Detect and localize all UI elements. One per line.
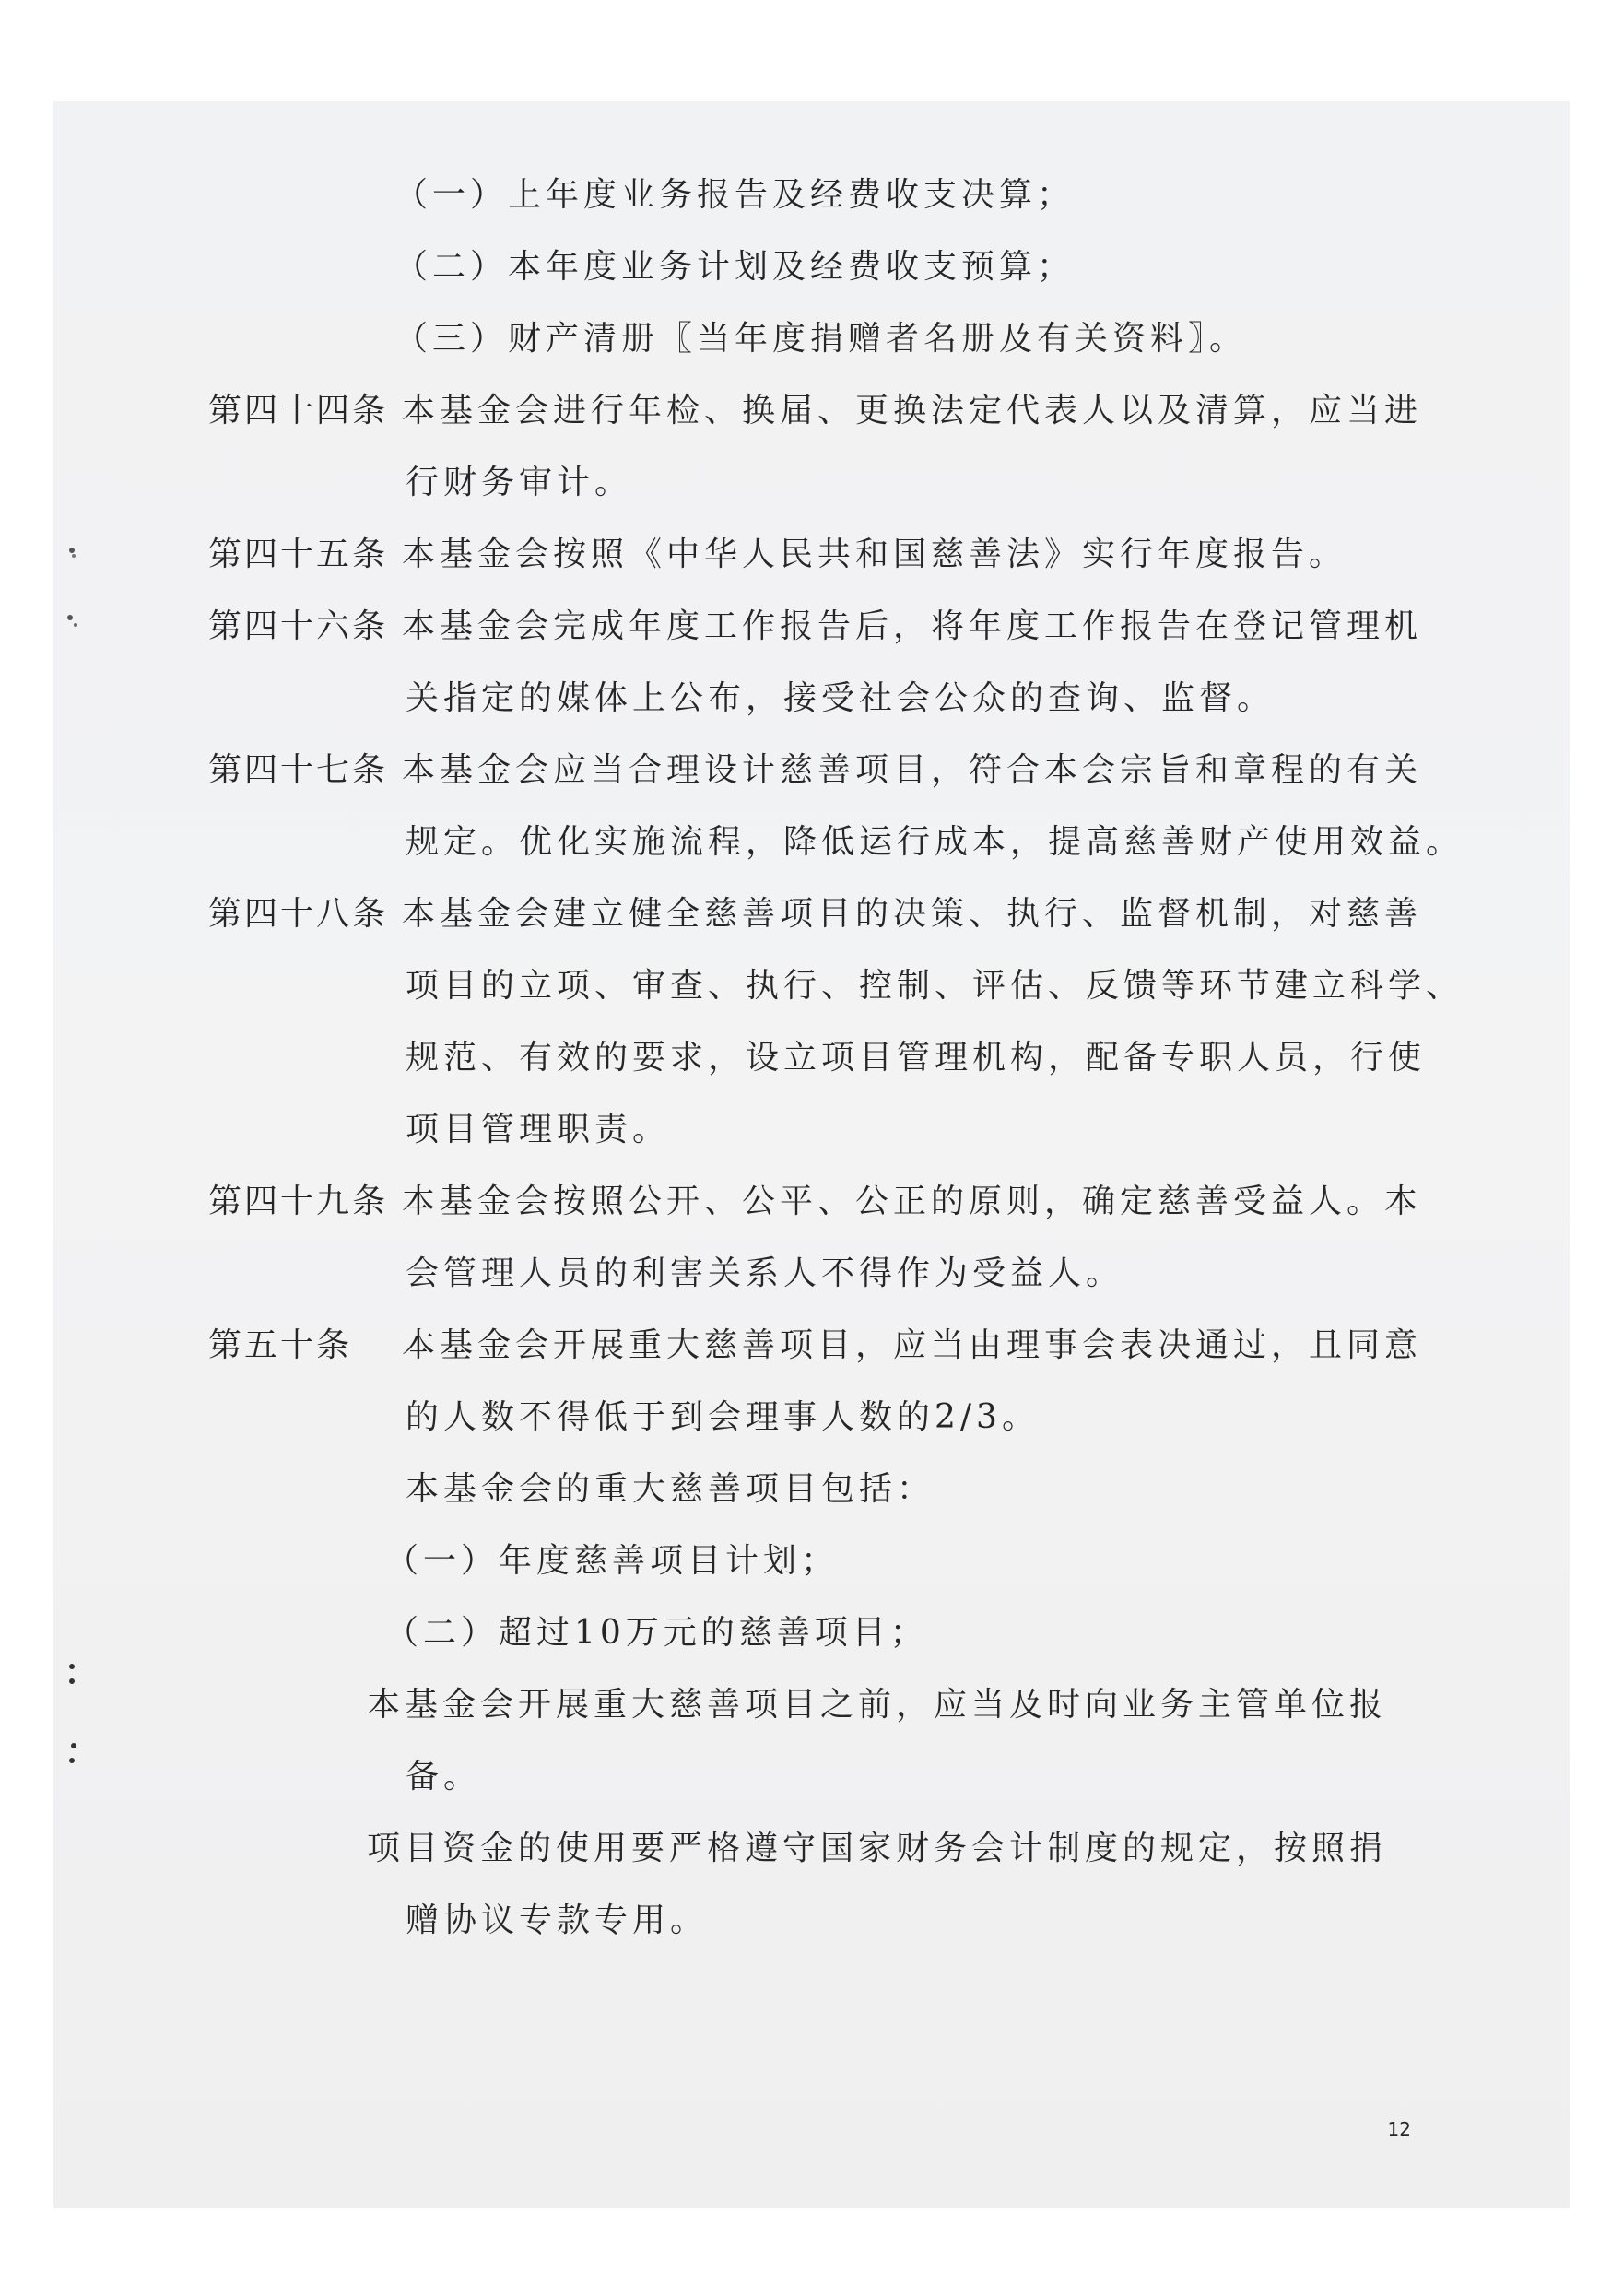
article-48-cont-1 (406, 966, 1464, 1007)
article-48-text: 本基金会建立健全慈善项目的决策、执行、监督机制，对慈善 (402, 895, 1423, 933)
article-49 (208, 1182, 1422, 1222)
article-47-cont-text: 规定。优化实施流程，降低运行成本，提高慈善财产使用效益。 (406, 823, 1464, 861)
article-46-cont (406, 678, 1275, 719)
major-projects-intro-text: 本基金会的重大慈善项目包括： (406, 1470, 935, 1508)
funds-usage (367, 1829, 1387, 1869)
article-44-cont-text: 行财务审计。 (406, 464, 633, 501)
article-46-label: 第四十六条 (208, 607, 389, 645)
line-2 (394, 247, 1075, 288)
article-44-cont (406, 463, 632, 503)
article-47 (208, 750, 1422, 791)
report-requirement-cont (406, 1757, 481, 1797)
page-number: 12 (1387, 2118, 1411, 2140)
major-projects-intro (406, 1469, 935, 1510)
major-projects-item-2-text: （二）超过10万元的慈善项目； (385, 1614, 928, 1652)
funds-usage-cont (406, 1901, 708, 1941)
article-50-text: 本基金会开展重大慈善项目，应当由理事会表决通过，且同意 (402, 1326, 1423, 1364)
article-46-cont-text: 关指定的媒体上公布，接受社会公众的查询、监督。 (406, 679, 1276, 717)
line-3 (394, 319, 1247, 359)
document-body (53, 101, 1570, 2208)
article-50-label: 第五十条 (208, 1326, 353, 1364)
article-44 (208, 391, 1422, 431)
line-3-text: （三）财产清册〖当年度捐赠者名册及有关资料〗。 (394, 320, 1248, 358)
article-50-cont-text: 的人数不得低于到会理事人数的2/3。 (406, 1398, 1040, 1436)
article-45 (208, 535, 1347, 575)
article-47-cont (406, 822, 1464, 863)
article-45-label: 第四十五条 (208, 536, 389, 573)
article-48-cont-1-text: 项目的立项、审查、执行、控制、评估、反馈等环节建立科学、 (406, 967, 1464, 1005)
line-2-text: （二）本年度业务计划及经费收支预算； (394, 248, 1076, 286)
funds-usage-cont-text: 赠协议专款专用。 (406, 1902, 709, 1939)
article-48-cont-2 (406, 1038, 1426, 1078)
report-requirement-cont-text: 备。 (406, 1758, 482, 1796)
major-projects-item-2 (385, 1613, 928, 1654)
article-48-label: 第四十八条 (208, 895, 389, 933)
funds-usage-text: 项目资金的使用要严格遵守国家财务会计制度的规定，按照捐 (367, 1830, 1388, 1867)
article-46-text: 本基金会完成年度工作报告后，将年度工作报告在登记管理机 (402, 607, 1423, 645)
article-49-text: 本基金会按照公开、公平、公正的原则，确定慈善受益人。本 (402, 1183, 1423, 1220)
article-49-label: 第四十九条 (208, 1183, 389, 1220)
article-49-cont (406, 1254, 1123, 1294)
line-1-text: （一）上年度业务报告及经费收支决算； (394, 176, 1076, 214)
article-48 (208, 894, 1422, 935)
article-45-text: 本基金会按照《中华人民共和国慈善法》实行年度报告。 (402, 536, 1347, 573)
article-48-cont-3-text: 项目管理职责。 (406, 1111, 671, 1148)
article-50 (208, 1325, 1422, 1366)
scanned-page (53, 101, 1570, 2208)
article-50-cont (406, 1397, 1040, 1438)
article-47-label: 第四十七条 (208, 751, 389, 789)
article-44-text: 本基金会进行年检、换届、更换法定代表人以及清算，应当进 (402, 392, 1423, 430)
report-requirement (367, 1685, 1387, 1725)
article-49-cont-text: 会管理人员的利害关系人不得作为受益人。 (406, 1254, 1124, 1292)
line-1 (394, 175, 1075, 216)
major-projects-item-1 (385, 1541, 839, 1582)
article-48-cont-2-text: 规范、有效的要求，设立项目管理机构，配备专职人员，行使 (406, 1039, 1427, 1077)
report-requirement-text: 本基金会开展重大慈善项目之前，应当及时向业务主管单位报 (367, 1686, 1388, 1724)
major-projects-item-1-text: （一）年度慈善项目计划； (385, 1542, 840, 1580)
article-46 (208, 606, 1422, 647)
article-48-cont-3 (406, 1110, 670, 1150)
article-44-label: 第四十四条 (208, 392, 389, 430)
article-47-text: 本基金会应当合理设计慈善项目，符合本会宗旨和章程的有关 (402, 751, 1423, 789)
